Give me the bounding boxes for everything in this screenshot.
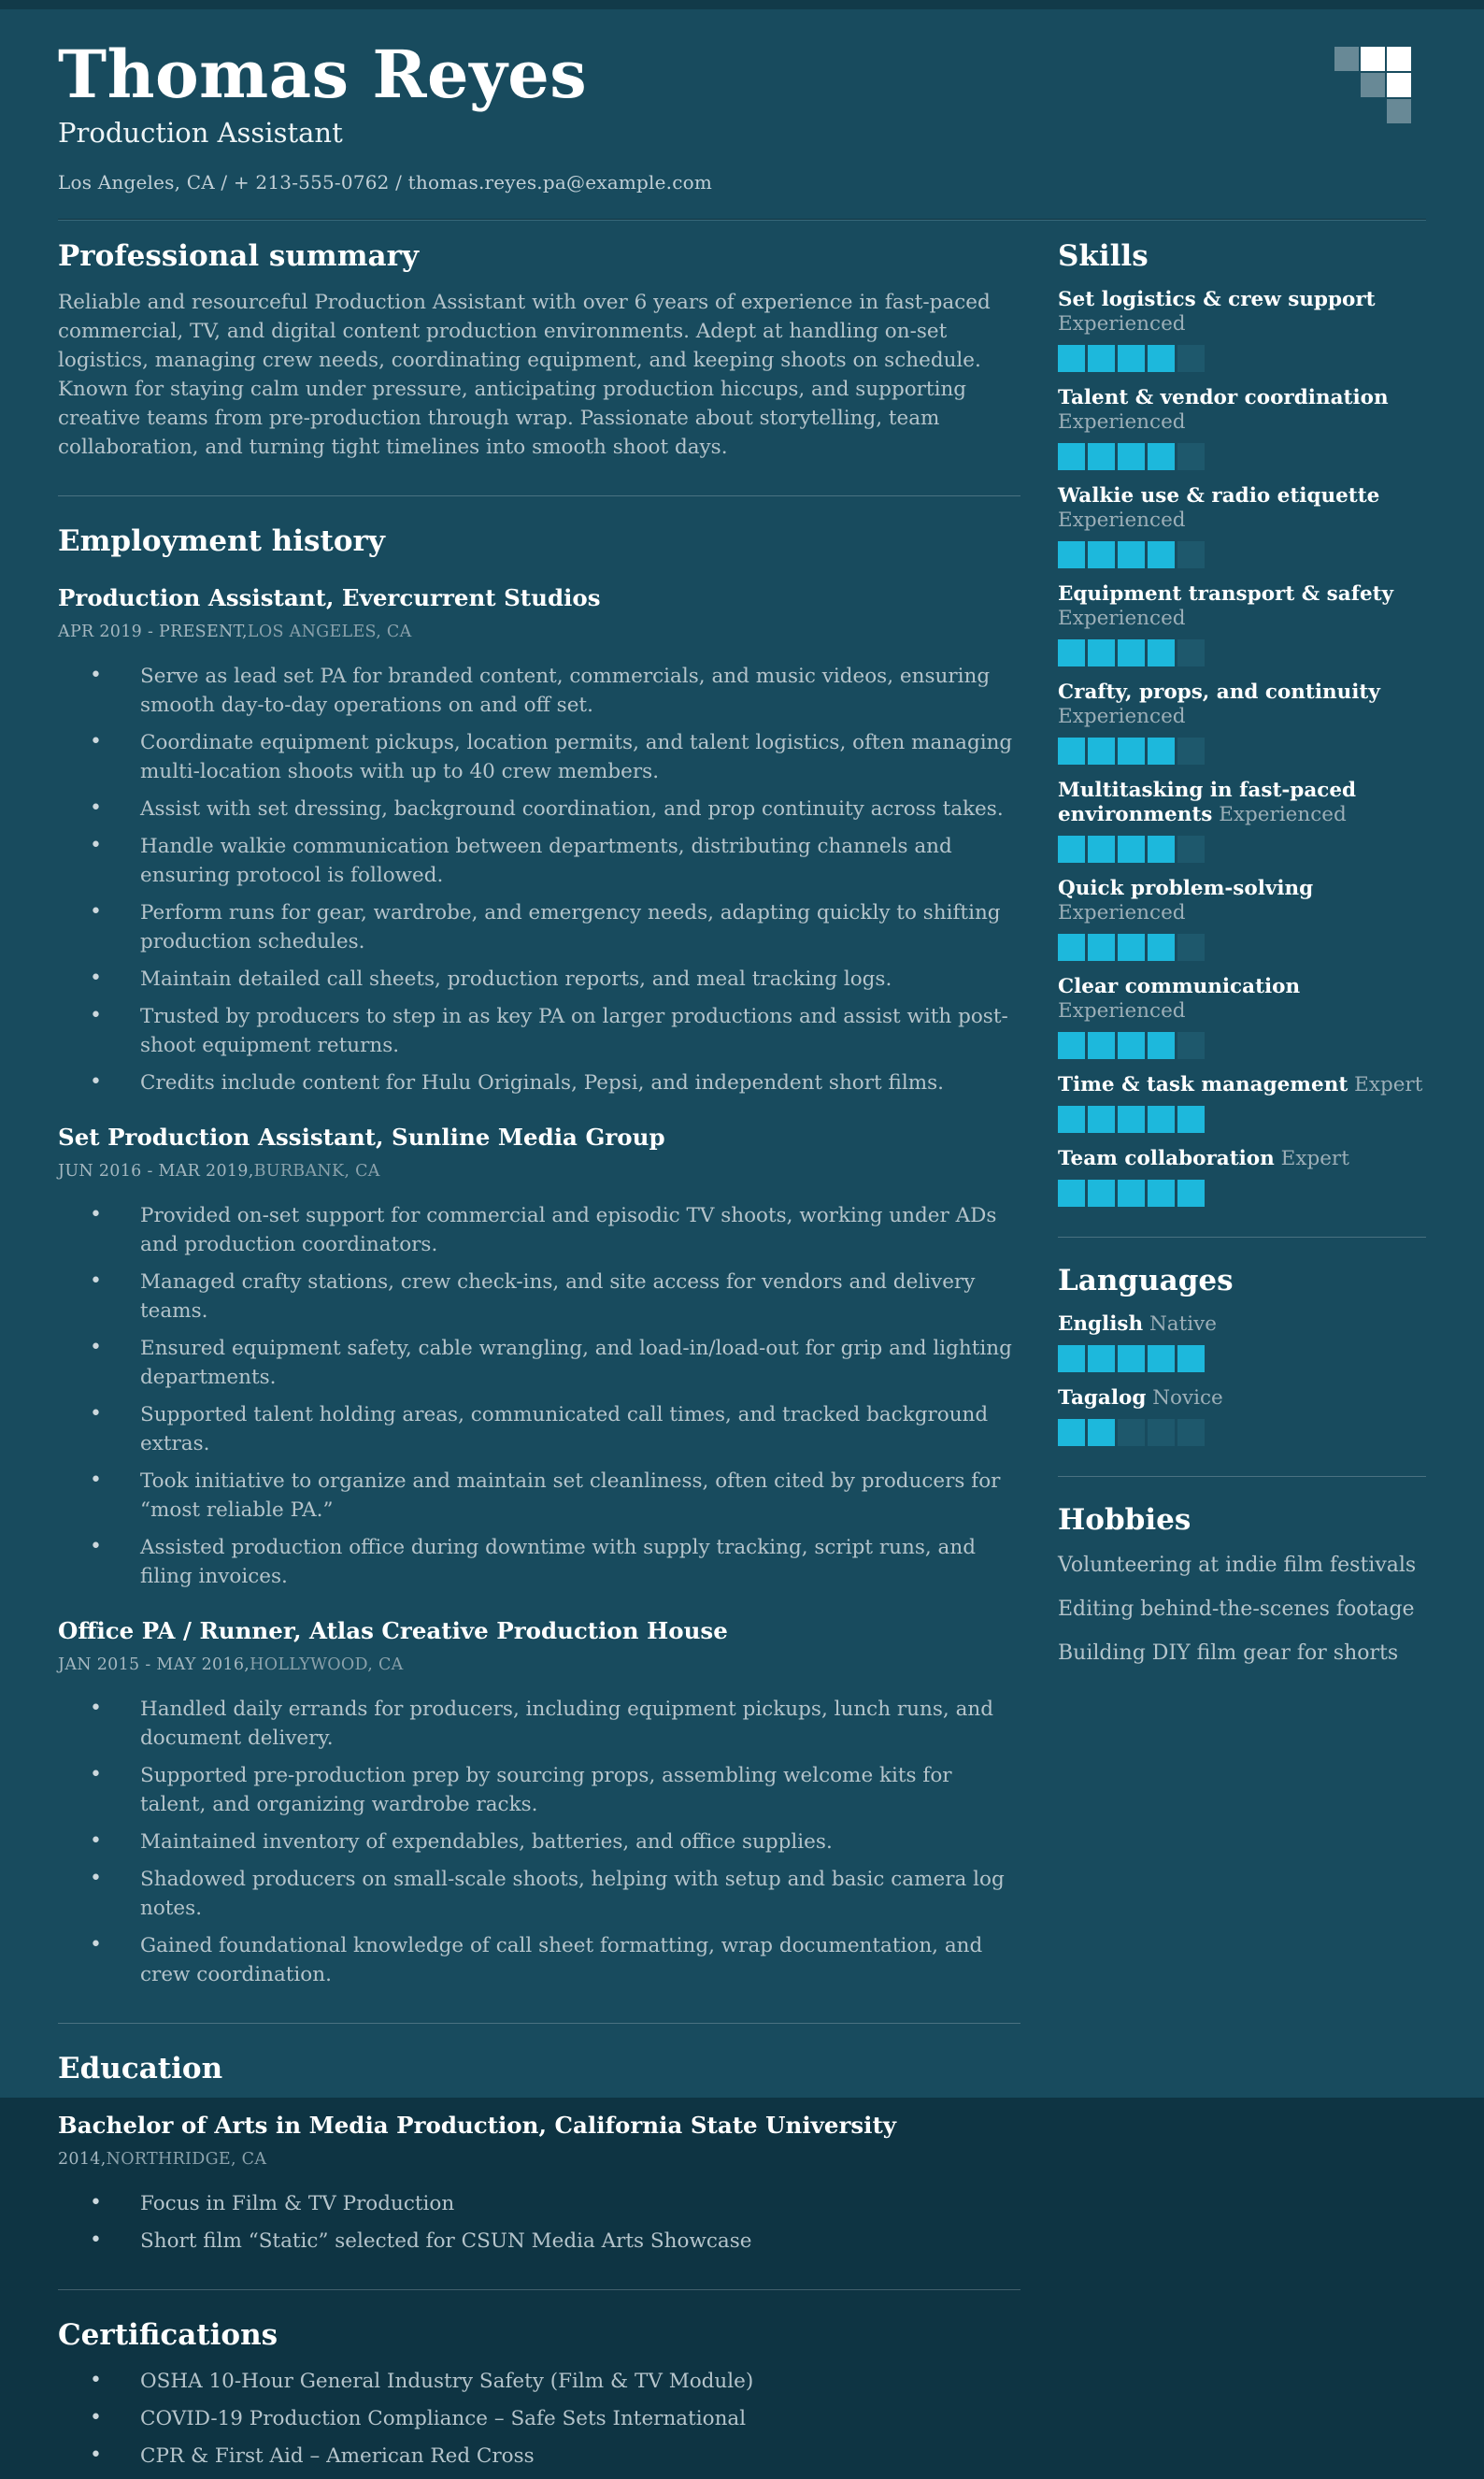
skill-level-bar bbox=[1058, 738, 1426, 765]
logo-square-white bbox=[1387, 47, 1411, 71]
job-bullets bbox=[58, 1201, 1020, 1591]
job-dates: APR 2019 - PRESENT, bbox=[58, 623, 248, 642]
skill-level-bar bbox=[1058, 345, 1426, 372]
job-entry bbox=[58, 584, 1020, 1097]
summary-text: Reliable and resourceful Production Assistant with over 6 years of experience in fast-paced commercial, TV, and digital content production environments. Adept at handling on-set logistics, managing crew needs, coordinating equipment, and keeping shoots on schedule. Known for staying calm under pressure, anticipating production hiccups, and supporting creative teams from pre-production through wrap. Passionate about storytelling, team collaboration, and turning tight timelines into smooth shoot days. bbox=[58, 291, 991, 460]
language-item bbox=[1058, 1312, 1426, 1372]
skill-item bbox=[1058, 582, 1426, 666]
level-filled-square bbox=[1058, 345, 1085, 372]
logo-square-white bbox=[1387, 73, 1411, 97]
logo-square-muted bbox=[1334, 47, 1359, 71]
job-title: Office PA / Runner, Atlas Creative Production House bbox=[58, 1617, 728, 1645]
job-location: BURBANK, CA bbox=[253, 1162, 380, 1182]
candidate-job-title: Production Assistant bbox=[58, 117, 343, 150]
language-text bbox=[1058, 1386, 1426, 1411]
skill-text bbox=[1058, 386, 1426, 435]
bullet-item: • Maintained inventory of expendables, batteries, and office supplies. bbox=[58, 1827, 1020, 1856]
skill-level-label: Expert bbox=[1354, 1073, 1423, 1097]
level-filled-square bbox=[1148, 836, 1175, 863]
languages-heading: Languages bbox=[1058, 1264, 1234, 1298]
level-empty-square bbox=[1177, 639, 1205, 666]
level-empty-square bbox=[1118, 1419, 1145, 1446]
two-column-layout bbox=[58, 221, 1426, 2479]
level-filled-square bbox=[1177, 1345, 1205, 1372]
employment-heading: Employment history bbox=[58, 524, 385, 559]
skill-text bbox=[1058, 484, 1426, 533]
skill-name: Clear communication bbox=[1058, 975, 1301, 999]
skill-name: Team collaboration bbox=[1058, 1147, 1275, 1171]
skill-level-label: Experienced bbox=[1058, 312, 1186, 337]
language-item bbox=[1058, 1386, 1426, 1446]
skill-item bbox=[1058, 484, 1426, 568]
level-filled-square bbox=[1088, 1180, 1115, 1207]
skill-item bbox=[1058, 681, 1426, 765]
bullet-item: • Gained foundational knowledge of call sheet formatting, wrap documentation, and crew coordination. bbox=[58, 1931, 1020, 1989]
education-heading: Education bbox=[58, 2052, 223, 2086]
level-filled-square bbox=[1088, 443, 1115, 470]
level-filled-square bbox=[1088, 1345, 1115, 1372]
skill-level-bar bbox=[1058, 934, 1426, 961]
logo-square-muted bbox=[1361, 73, 1385, 97]
skill-name: Equipment transport & safety bbox=[1058, 582, 1394, 607]
level-filled-square bbox=[1118, 934, 1145, 961]
logo-square-none bbox=[1334, 73, 1359, 97]
top-accent-bar bbox=[0, 0, 1484, 9]
level-filled-square bbox=[1088, 836, 1115, 863]
skill-item bbox=[1058, 1147, 1426, 1207]
bullet-item: • OSHA 10-Hour General Industry Safety (Film & TV Module) bbox=[58, 2367, 1020, 2396]
level-filled-square bbox=[1148, 639, 1175, 666]
level-filled-square bbox=[1118, 738, 1145, 765]
degree-title: Bachelor of Arts in Media Production, California State University bbox=[58, 2112, 897, 2140]
bullet-item: • Perform runs for gear, wardrobe, and emergency needs, adapting quickly to shifting production schedules. bbox=[58, 898, 1020, 956]
certification-bullets bbox=[58, 2367, 1020, 2471]
logo-square-white bbox=[1361, 47, 1385, 71]
level-filled-square bbox=[1058, 1345, 1085, 1372]
bullet-item: • Supported pre-production prep by sourcing props, assembling welcome kits for talent, and organizing wardrobe racks. bbox=[58, 1761, 1020, 1819]
bullet-item: • Trusted by producers to step in as key PA on larger productions and assist with post-shoot equipment returns. bbox=[58, 1002, 1020, 1060]
level-filled-square bbox=[1088, 541, 1115, 568]
bullet-item: • Coordinate equipment pickups, location permits, and talent logistics, often managing multi-location shoots with up to 40 crew members. bbox=[58, 728, 1020, 786]
job-location: LOS ANGELES, CA bbox=[247, 623, 412, 642]
logo-square-none bbox=[1334, 99, 1359, 123]
skill-item bbox=[1058, 877, 1426, 961]
skill-level-label: Experienced bbox=[1058, 607, 1186, 631]
hobby-item: Building DIY film gear for shorts bbox=[1058, 1641, 1399, 1665]
level-filled-square bbox=[1148, 541, 1175, 568]
skill-item bbox=[1058, 288, 1426, 372]
language-name: Tagalog bbox=[1058, 1386, 1147, 1411]
language-level-bar bbox=[1058, 1345, 1426, 1372]
level-filled-square bbox=[1088, 1419, 1115, 1446]
contact-line: Los Angeles, CA / + 213-555-0762 / thomas.reyes.pa@example.com bbox=[58, 171, 712, 194]
languages-list bbox=[1058, 1312, 1426, 1446]
level-filled-square bbox=[1177, 1180, 1205, 1207]
skill-level-bar bbox=[1058, 541, 1426, 568]
job-location: HOLLYWOOD, CA bbox=[250, 1655, 404, 1675]
level-empty-square bbox=[1177, 934, 1205, 961]
bullet-item: • Short film “Static” selected for CSUN Media Arts Showcase bbox=[58, 2227, 1020, 2256]
skill-text bbox=[1058, 288, 1426, 337]
skill-level-bar bbox=[1058, 836, 1426, 863]
job-entry bbox=[58, 1124, 1020, 1591]
bullet-item: • Credits include content for Hulu Originals, Pepsi, and independent short films. bbox=[58, 1068, 1020, 1097]
section-skills bbox=[1058, 239, 1426, 1207]
resume-header bbox=[58, 9, 1426, 193]
job-bullets bbox=[58, 662, 1020, 1097]
level-filled-square bbox=[1148, 1106, 1175, 1133]
skill-level-label: Experienced bbox=[1058, 509, 1186, 533]
level-filled-square bbox=[1118, 1106, 1145, 1133]
section-professional-summary bbox=[58, 239, 1020, 462]
level-filled-square bbox=[1118, 1345, 1145, 1372]
section-hobbies bbox=[1058, 1476, 1426, 1667]
section-education bbox=[58, 2023, 1020, 2256]
language-level-bar bbox=[1058, 1419, 1426, 1446]
skill-text bbox=[1058, 1073, 1426, 1097]
education-meta bbox=[58, 2150, 1020, 2169]
language-level-label: Native bbox=[1149, 1312, 1217, 1337]
skill-level-label: Experienced bbox=[1058, 999, 1186, 1024]
job-dates: JAN 2015 - MAY 2016, bbox=[58, 1655, 250, 1675]
section-languages bbox=[1058, 1237, 1426, 1446]
bullet-item: • Serve as lead set PA for branded content, commercials, and music videos, ensuring smooth day-to-day operations on and off set. bbox=[58, 662, 1020, 720]
language-name: English bbox=[1058, 1312, 1144, 1337]
logo-square-none bbox=[1361, 99, 1385, 123]
skill-name: Multitasking in fast-paced environments bbox=[1058, 779, 1357, 827]
education-dates: 2014, bbox=[58, 2150, 107, 2170]
hobbies-list bbox=[1058, 1552, 1426, 1667]
skill-level-bar bbox=[1058, 639, 1426, 666]
level-filled-square bbox=[1058, 1106, 1085, 1133]
skill-text bbox=[1058, 779, 1426, 827]
skill-text bbox=[1058, 975, 1426, 1024]
job-meta bbox=[58, 1162, 1020, 1181]
skill-name: Crafty, props, and continuity bbox=[1058, 681, 1380, 705]
level-filled-square bbox=[1118, 639, 1145, 666]
brand-logo bbox=[1334, 47, 1411, 123]
skill-text bbox=[1058, 582, 1426, 631]
level-filled-square bbox=[1148, 1032, 1175, 1059]
bullet-item: • Provided on-set support for commercial and episodic TV shoots, working under ADs and production coordinators. bbox=[58, 1201, 1020, 1259]
skill-level-label: Experienced bbox=[1219, 803, 1347, 827]
skill-level-bar bbox=[1058, 1106, 1426, 1133]
bullet-item: • Focus in Film & TV Production bbox=[58, 2189, 1020, 2218]
bullet-item: • Assisted production office during downtime with supply tracking, script runs, and filing invoices. bbox=[58, 1533, 1020, 1591]
skill-text bbox=[1058, 681, 1426, 729]
level-filled-square bbox=[1148, 1345, 1175, 1372]
level-empty-square bbox=[1177, 443, 1205, 470]
level-filled-square bbox=[1058, 639, 1085, 666]
level-filled-square bbox=[1148, 738, 1175, 765]
level-filled-square bbox=[1058, 1180, 1085, 1207]
bullet-item: • COVID-19 Production Compliance – Safe Sets International bbox=[58, 2404, 1020, 2433]
level-filled-square bbox=[1118, 1180, 1145, 1207]
bullet-item: • CPR & First Aid – American Red Cross bbox=[58, 2442, 1020, 2471]
level-filled-square bbox=[1148, 934, 1175, 961]
education-entry bbox=[58, 2112, 1020, 2256]
skill-level-bar bbox=[1058, 1032, 1426, 1059]
level-empty-square bbox=[1177, 541, 1205, 568]
section-certifications bbox=[58, 2289, 1020, 2471]
level-filled-square bbox=[1058, 1419, 1085, 1446]
level-filled-square bbox=[1118, 1032, 1145, 1059]
job-title: Set Production Assistant, Sunline Media Group bbox=[58, 1124, 665, 1152]
certifications-heading: Certifications bbox=[58, 2318, 278, 2353]
main-column bbox=[58, 239, 1020, 2479]
level-filled-square bbox=[1148, 443, 1175, 470]
skill-name: Talent & vendor coordination bbox=[1058, 386, 1389, 410]
level-filled-square bbox=[1148, 345, 1175, 372]
bullet-item: • Handle walkie communication between departments, distributing channels and ensuring protocol is followed. bbox=[58, 832, 1020, 890]
logo-square-muted bbox=[1387, 99, 1411, 123]
job-dates: JUN 2016 - MAR 2019, bbox=[58, 1162, 254, 1182]
level-filled-square bbox=[1058, 836, 1085, 863]
section-employment-history bbox=[58, 495, 1020, 1989]
level-filled-square bbox=[1058, 541, 1085, 568]
skill-item bbox=[1058, 779, 1426, 863]
level-filled-square bbox=[1148, 1180, 1175, 1207]
skill-level-label: Experienced bbox=[1058, 705, 1186, 729]
hobbies-heading: Hobbies bbox=[1058, 1503, 1191, 1538]
level-empty-square bbox=[1177, 738, 1205, 765]
level-empty-square bbox=[1177, 1419, 1205, 1446]
job-entry bbox=[58, 1617, 1020, 1989]
bullet-item: • Assist with set dressing, background coordination, and prop continuity across takes. bbox=[58, 795, 1020, 824]
level-filled-square bbox=[1118, 541, 1145, 568]
skill-level-label: Experienced bbox=[1058, 901, 1186, 925]
bullet-item: • Managed crafty stations, crew check-ins, and site access for vendors and delivery teams. bbox=[58, 1268, 1020, 1325]
side-column bbox=[1058, 239, 1426, 2479]
education-location: NORTHRIDGE, CA bbox=[106, 2150, 267, 2170]
skills-list bbox=[1058, 288, 1426, 1207]
skill-level-label: Expert bbox=[1280, 1147, 1349, 1171]
skill-text bbox=[1058, 1147, 1426, 1171]
hobby-item: Volunteering at indie film festivals bbox=[1058, 1554, 1417, 1578]
level-filled-square bbox=[1118, 443, 1145, 470]
level-filled-square bbox=[1088, 738, 1115, 765]
skill-text bbox=[1058, 877, 1426, 925]
level-filled-square bbox=[1058, 443, 1085, 470]
language-text bbox=[1058, 1312, 1426, 1337]
language-level-label: Novice bbox=[1152, 1386, 1223, 1411]
skill-item bbox=[1058, 386, 1426, 470]
level-filled-square bbox=[1058, 738, 1085, 765]
skill-name: Walkie use & radio etiquette bbox=[1058, 484, 1380, 509]
job-title: Production Assistant, Evercurrent Studios bbox=[58, 584, 601, 612]
skill-item bbox=[1058, 975, 1426, 1059]
bullet-item: • Handled daily errands for producers, including equipment pickups, lunch runs, and document delivery. bbox=[58, 1695, 1020, 1753]
level-filled-square bbox=[1088, 345, 1115, 372]
bullet-item: • Took initiative to organize and maintain set cleanliness, often cited by producers for “most reliable PA.” bbox=[58, 1467, 1020, 1525]
candidate-name: Thomas Reyes bbox=[58, 36, 588, 113]
level-filled-square bbox=[1058, 1032, 1085, 1059]
level-empty-square bbox=[1177, 345, 1205, 372]
level-filled-square bbox=[1177, 1106, 1205, 1133]
level-filled-square bbox=[1088, 1106, 1115, 1133]
education-bullets bbox=[58, 2189, 1020, 2256]
skill-item bbox=[1058, 1073, 1426, 1133]
job-meta bbox=[58, 623, 1020, 641]
level-empty-square bbox=[1177, 836, 1205, 863]
skills-heading: Skills bbox=[1058, 239, 1149, 274]
skill-level-bar bbox=[1058, 443, 1426, 470]
skill-name: Time & task management bbox=[1058, 1073, 1348, 1097]
skill-name: Quick problem-solving bbox=[1058, 877, 1314, 901]
level-filled-square bbox=[1088, 639, 1115, 666]
level-filled-square bbox=[1088, 1032, 1115, 1059]
bullet-item: • Shadowed producers on small-scale shoots, helping with setup and basic camera log notes. bbox=[58, 1865, 1020, 1923]
hobby-item: Editing behind-the-scenes footage bbox=[1058, 1598, 1415, 1622]
job-meta bbox=[58, 1655, 1020, 1674]
level-empty-square bbox=[1148, 1419, 1175, 1446]
skill-level-bar bbox=[1058, 1180, 1426, 1207]
bullet-item: • Supported talent holding areas, communicated call times, and tracked background extras. bbox=[58, 1400, 1020, 1458]
level-filled-square bbox=[1088, 934, 1115, 961]
level-empty-square bbox=[1177, 1032, 1205, 1059]
summary-heading: Professional summary bbox=[58, 239, 419, 274]
job-bullets bbox=[58, 1695, 1020, 1989]
level-filled-square bbox=[1118, 836, 1145, 863]
level-filled-square bbox=[1058, 934, 1085, 961]
skill-level-label: Experienced bbox=[1058, 410, 1186, 435]
bullet-item: • Ensured equipment safety, cable wrangling, and load-in/load-out for grip and lighting departments. bbox=[58, 1334, 1020, 1392]
level-filled-square bbox=[1118, 345, 1145, 372]
skill-name: Set logistics & crew support bbox=[1058, 288, 1376, 312]
bullet-item: • Maintain detailed call sheets, production reports, and meal tracking logs. bbox=[58, 965, 1020, 994]
